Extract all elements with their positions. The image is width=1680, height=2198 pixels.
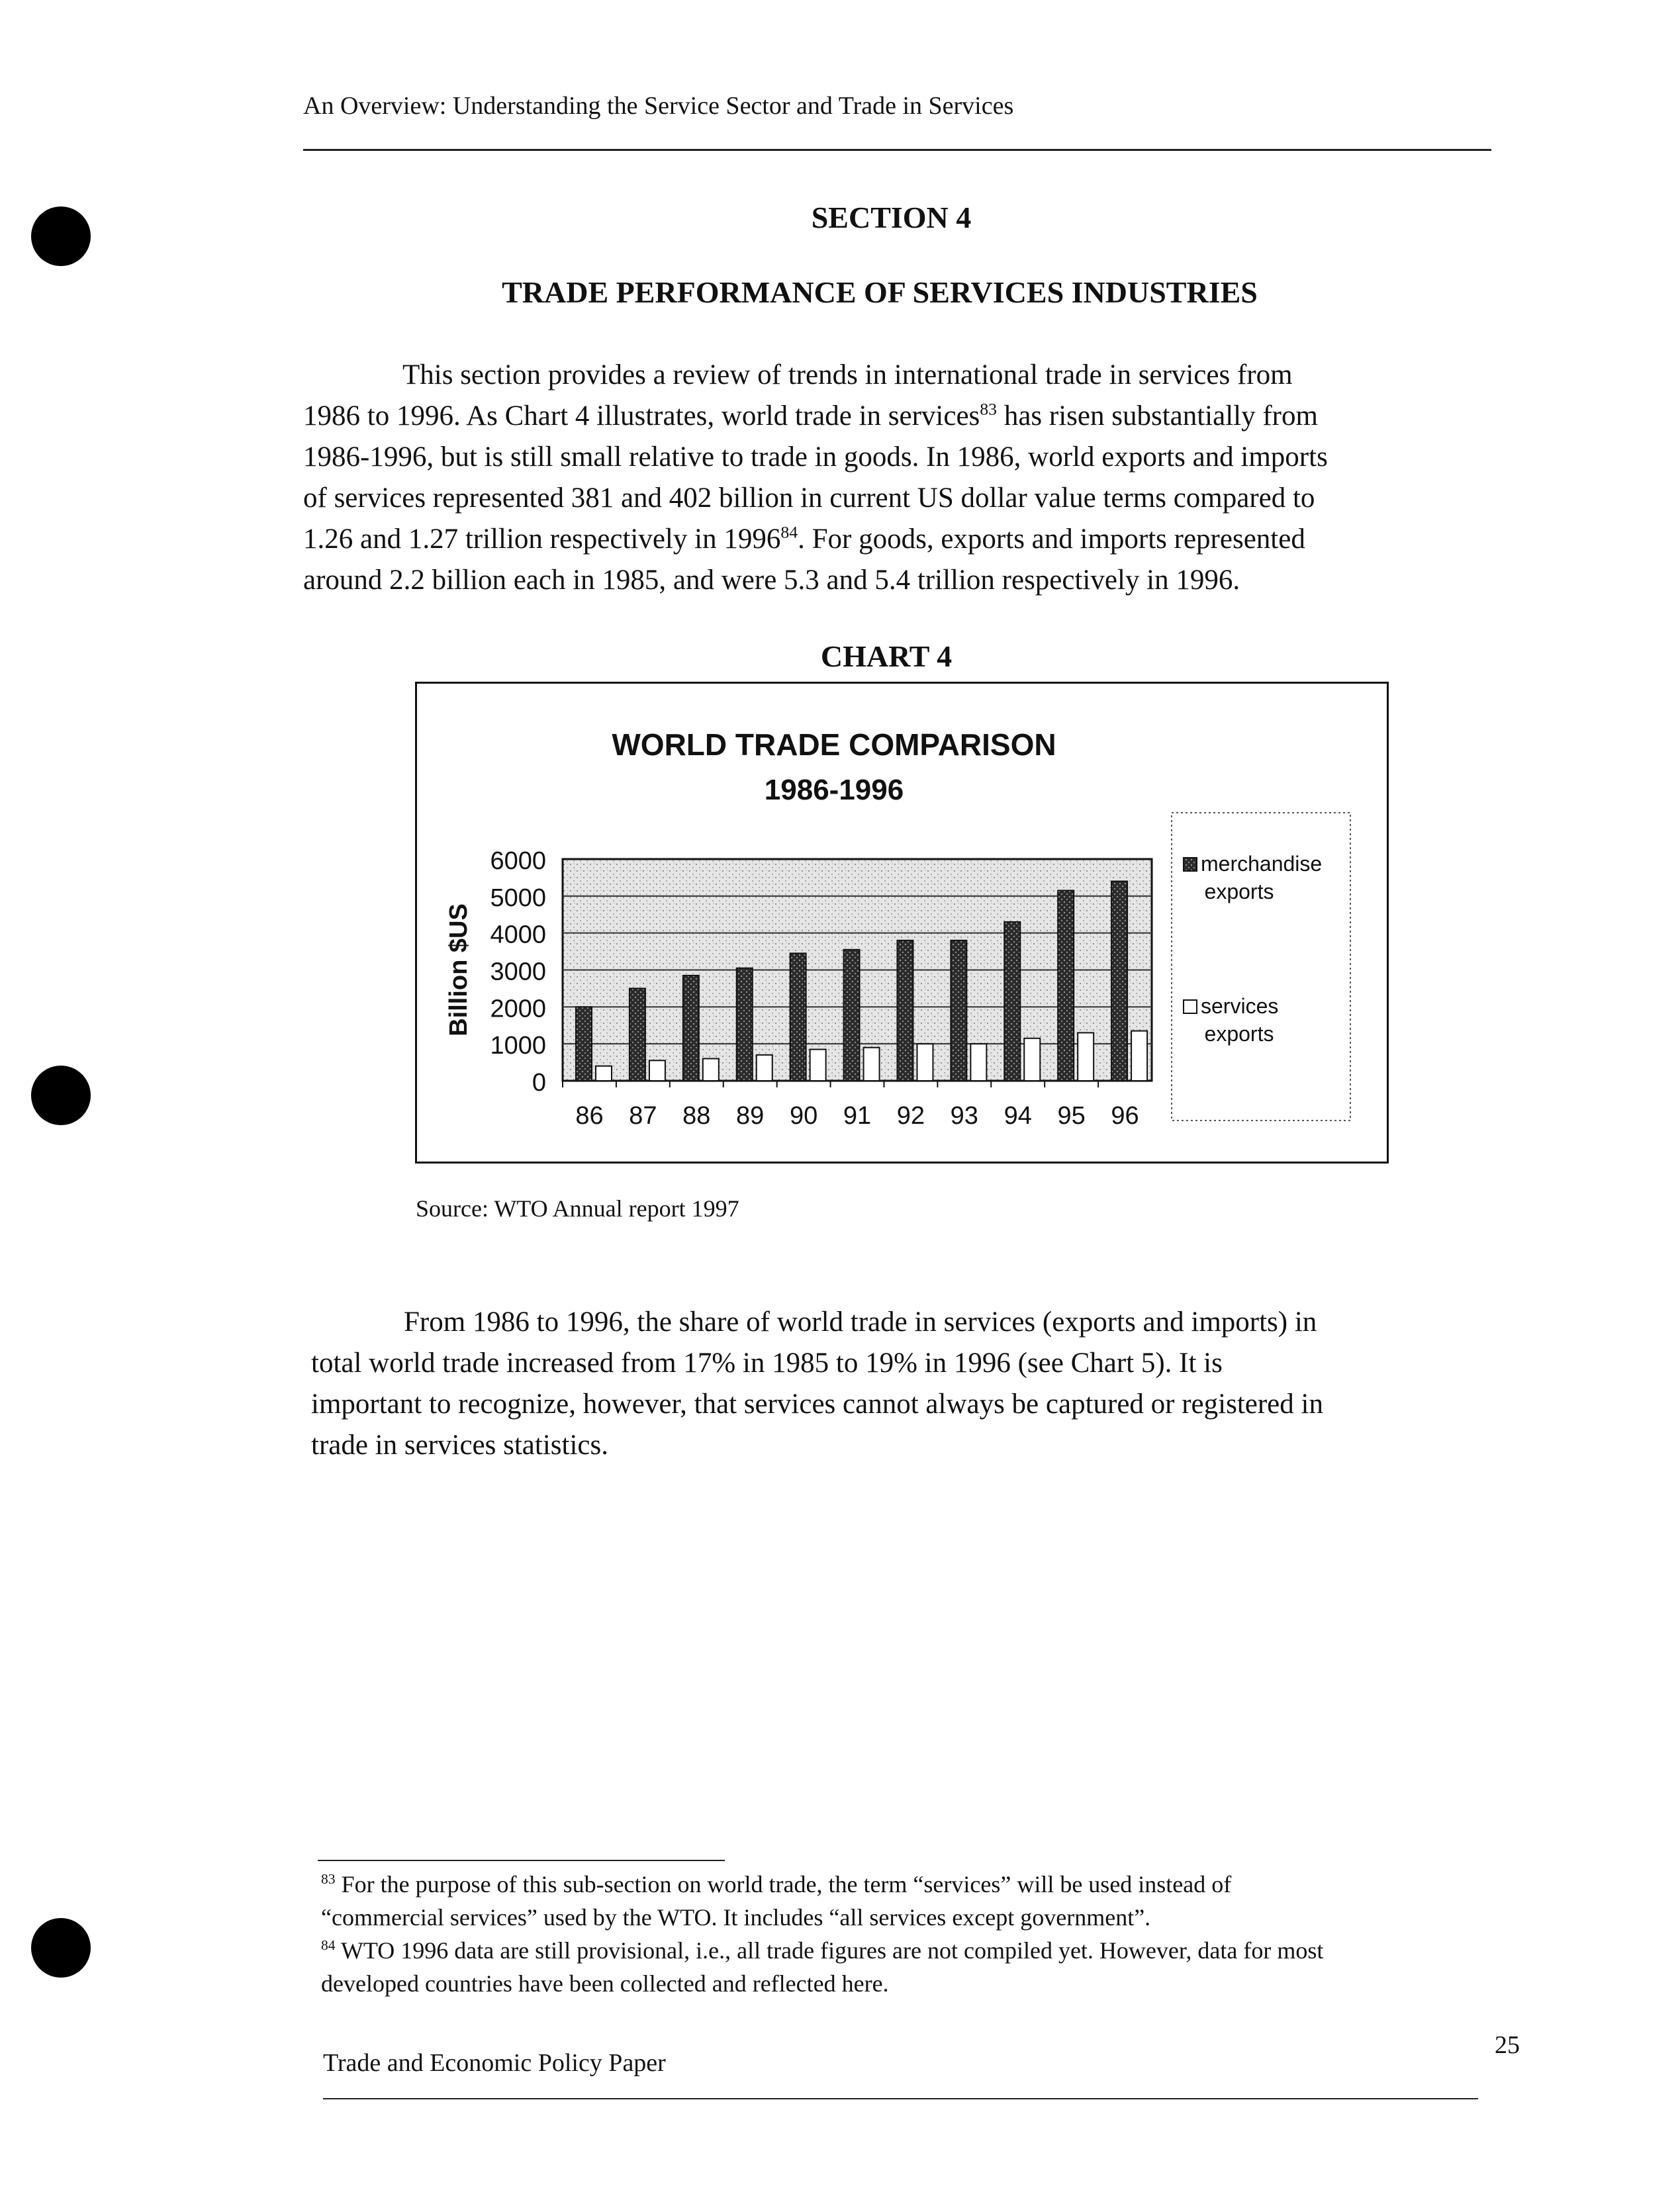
footnote-84-continued: developed countries have been collected and reflected here. [321, 1970, 889, 1997]
paragraph-intro [303, 355, 1328, 601]
y-tick-label: 4000 [490, 921, 546, 949]
footnote-text: For the purpose of this sub-section on world trade, the term “services” will be used instead of [335, 1871, 1232, 1898]
x-tick-label: 91 [843, 1102, 872, 1130]
line-text: has risen substantially from [997, 400, 1318, 432]
world-trade-chart [417, 684, 1387, 1162]
bar-services [649, 1060, 665, 1081]
y-tick-label: 0 [532, 1069, 546, 1097]
paragraph-line [303, 396, 1328, 437]
footnote-number: 84 [321, 1937, 336, 1953]
footnote-83-continued: “commercial services” used by the WTO. It includes “all services except government”. [321, 1904, 1151, 1931]
legend-swatch-services [1184, 1000, 1197, 1013]
footnote-83 [321, 1868, 1231, 1901]
bar-services [1078, 1032, 1094, 1081]
bar-services [810, 1050, 826, 1081]
x-tick-label: 93 [950, 1102, 978, 1130]
legend-label: services [1201, 994, 1279, 1018]
bar-merchandise [737, 968, 753, 1081]
binder-hole-bottom [31, 1918, 91, 1978]
section-number: SECTION 4 [811, 201, 972, 234]
legend-label: exports [1204, 880, 1274, 903]
y-tick-label: 3000 [490, 958, 546, 986]
x-tick-label: 88 [682, 1102, 711, 1130]
x-tick-label: 87 [629, 1102, 657, 1130]
bar-services [917, 1044, 933, 1081]
footnote-text: WTO 1996 data are still provisional, i.e., all trade figures are not compiled yet. However, data for most [335, 1937, 1324, 1964]
paragraph-line: important to recognize, however, that services cannot always be captured or registered in [311, 1389, 1323, 1420]
y-tick-label: 1000 [490, 1032, 546, 1060]
y-tick-label: 6000 [490, 847, 546, 875]
y-tick-label: 2000 [490, 995, 546, 1023]
chart-source: Source: WTO Annual report 1997 [416, 1195, 739, 1222]
running-head: An Overview: Understanding the Service Sector and Trade in Services [303, 92, 1014, 120]
header-rule [303, 149, 1491, 151]
paragraph-line: around 2.2 billion each in 1985, and were 5.3 and 5.4 trillion respectively in 1996. [303, 565, 1240, 596]
section-title: TRADE PERFORMANCE OF SERVICES INDUSTRIES [502, 275, 1258, 309]
footnote-ref-84: 84 [780, 522, 798, 542]
bar-merchandise [683, 976, 699, 1081]
bar-merchandise [630, 988, 645, 1081]
bar-services [970, 1044, 986, 1081]
binder-hole-middle [31, 1066, 91, 1125]
x-tick-label: 94 [1003, 1102, 1032, 1130]
bar-services [1024, 1038, 1040, 1081]
paragraph-line: From 1986 to 1996, the share of world trade in services (exports and imports) in [404, 1306, 1317, 1338]
x-tick-label: 96 [1111, 1102, 1139, 1130]
bar-merchandise [897, 940, 913, 1081]
paragraph-line [303, 519, 1328, 560]
bar-merchandise [790, 953, 806, 1081]
chart-caption: CHART 4 [820, 639, 953, 673]
x-tick-label: 86 [575, 1102, 604, 1130]
paragraph-line: 1986-1996, but is still small relative to trade in goods. In 1986, world exports and imports [303, 441, 1328, 473]
paragraph-line: trade in services statistics. [311, 1430, 608, 1461]
paragraph-line: of services represented 381 and 402 billion in current US dollar value terms compared to [303, 482, 1315, 514]
legend-label: merchandise [1201, 852, 1323, 876]
bar-services [596, 1066, 612, 1081]
chart-title: WORLD TRADE COMPARISON [612, 727, 1056, 762]
paragraph-share [311, 1302, 1323, 1466]
footnote-number: 83 [321, 1871, 336, 1887]
bar-services [1131, 1031, 1147, 1081]
bar-merchandise [1058, 890, 1074, 1081]
x-tick-label: 95 [1057, 1102, 1086, 1130]
footer-publication: Trade and Economic Policy Paper [323, 2049, 666, 2077]
y-tick-label: 5000 [490, 884, 546, 912]
bar-merchandise [1004, 922, 1020, 1081]
y-axis-label: Billion $US [445, 903, 473, 1036]
bar-merchandise [576, 1007, 592, 1081]
bar-services [757, 1055, 772, 1081]
footnote-ref-83: 83 [980, 399, 998, 419]
x-tick-label: 90 [789, 1102, 818, 1130]
bar-merchandise [1111, 882, 1127, 1081]
bar-services [864, 1048, 880, 1081]
footnote-84 [321, 1934, 1323, 1967]
chart-frame [415, 682, 1389, 1164]
footnote-rule [318, 1860, 725, 1861]
chart-subtitle: 1986-1996 [764, 774, 904, 806]
bar-merchandise [844, 950, 860, 1081]
line-text: 1.26 and 1.27 trillion respectively in 1996 [303, 524, 781, 555]
legend-label: exports [1204, 1022, 1274, 1046]
page-number: 25 [1495, 2031, 1520, 2059]
line-text: 1986 to 1996. As Chart 4 illustrates, world trade in services [303, 400, 980, 432]
legend-swatch-merchandise [1184, 858, 1197, 871]
paragraph-line: total world trade increased from 17% in 1985 to 19% in 1996 (see Chart 5). It is [311, 1348, 1223, 1379]
x-tick-label: 92 [896, 1102, 925, 1130]
bar-merchandise [951, 940, 966, 1081]
x-tick-label: 89 [736, 1102, 765, 1130]
line-text: . For goods, exports and imports represented [798, 524, 1305, 555]
footer-rule [323, 2098, 1478, 2099]
paragraph-line: This section provides a review of trends in international trade in services from [402, 359, 1293, 390]
bar-services [703, 1059, 719, 1081]
